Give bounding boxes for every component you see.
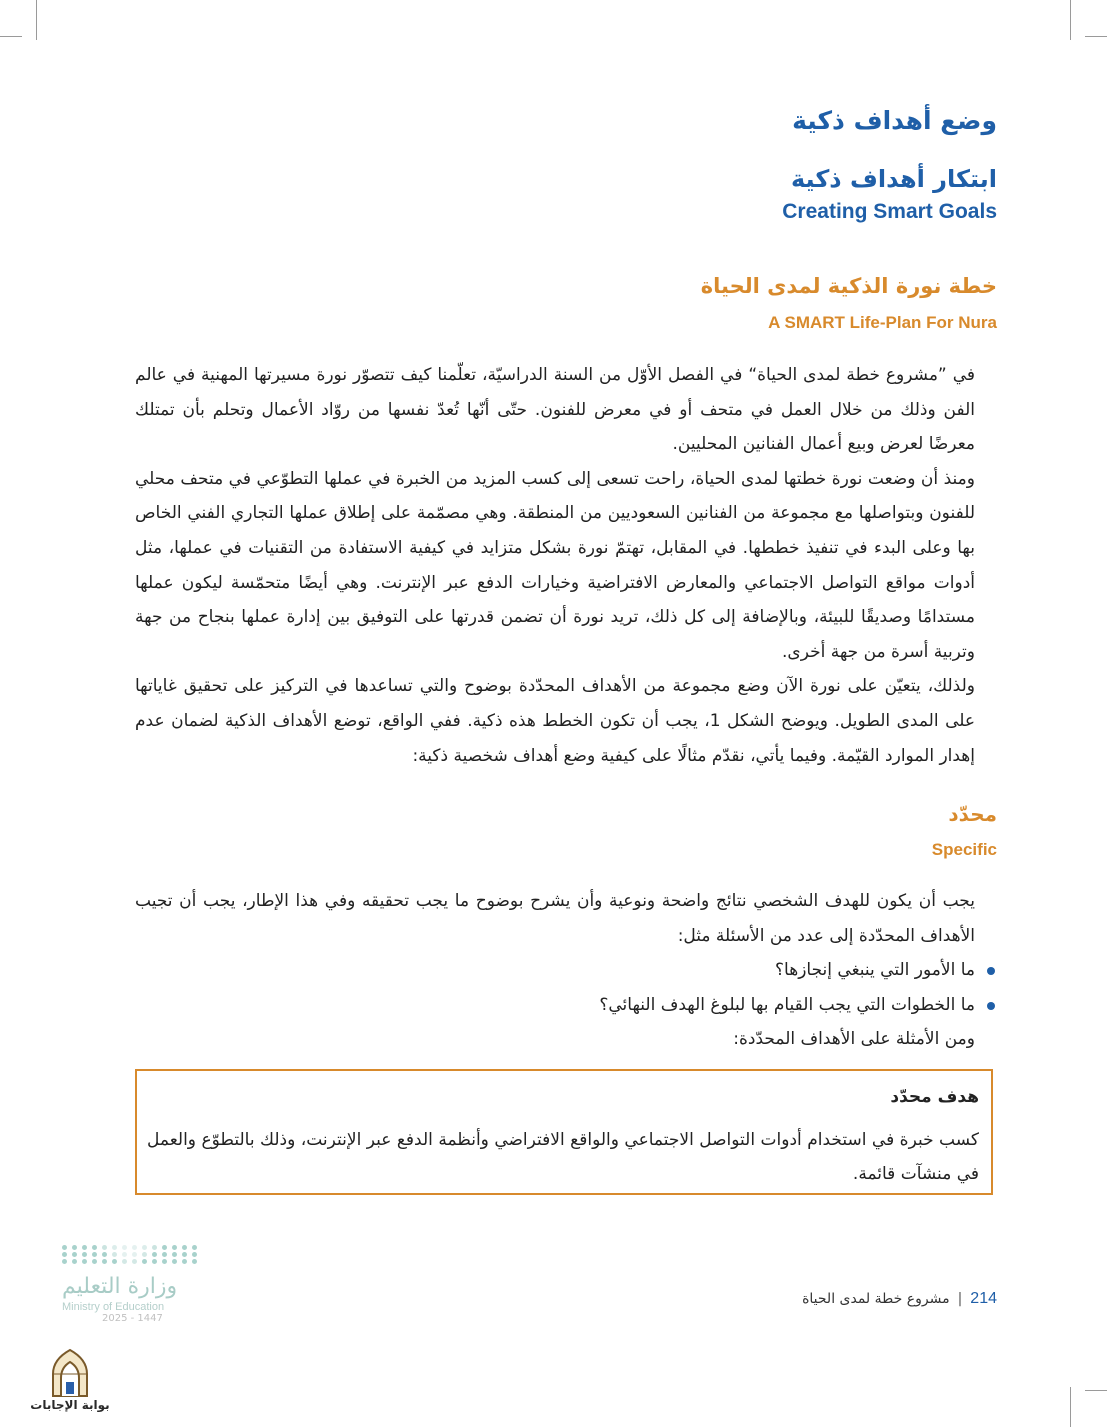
section-title-ar: ابتكار أهداف ذكية [791,165,997,193]
crop-mark [1070,0,1071,40]
example-box-title: هدف محدّد [890,1087,979,1107]
gate-icon [49,1348,91,1398]
crop-mark [1070,1387,1071,1427]
crop-mark [36,0,37,40]
crop-mark [1085,1390,1107,1391]
paragraph: ومن الأمثلة على الأهداف المحدّدة: [733,1029,975,1050]
question-list [135,953,997,1022]
page-title: وضع أهداف ذكية [792,106,997,135]
paragraph: ولذلك، يتعيّن على نورة الآن وضع مجموعة من الأهداف المحدّدة بوضوح والتي تساعدها في التركيز على تحقيق غاياتها على المدى الطويل. ويوضح الشكل 1، يجب أن تكون الخطط هذه ذكية. ففي الواقع، توضع الأهداف الذكية لضمان عدم إهدار الموارد القيّمة. وفيما يأتي، نقدّم مثالًا على كيفية وضع أهداف شخصية ذكية: [135,676,976,766]
case-title-ar: خطة نورة الذكية لمدى الحياة [700,274,997,298]
section-title-en: Creating Smart Goals [782,200,997,223]
specific-title-ar: محدّد [948,802,997,826]
crop-mark [0,36,22,37]
watermark-text: بوابة الإجابات [30,1398,110,1412]
page-footer [802,1290,997,1308]
bullet-icon [987,1002,995,1010]
paragraph: ومنذ أن وضعت نورة خطتها لمدى الحياة، راحت تسعى إلى كسب المزيد من الخبرة في عملها التطوّعي في متحف محلي للفنون وبتواصلها مع مجموعة من الفنانين السعوديين من المنطقة. وهي مصمّمة على إطلاق عملها التجاري الفني الخاص بها وعلى البدء في تنفيذ خططها. في المقابل، تهتمّ نورة بشكل متزايد في كيفية الاستفادة من التقنيات في عملها، مثل أدوات مواقع التواصل الاجتماعي والمعارض الافتراضية وخيارات الدفع عبر الإنترنت. وهي أيضًا متحمّسة ليكون عملها مستدامًا وصديقًا للبيئة، وبالإضافة إلى كل ذلك، تريد نورة أن تضمن قدرتها على التوفيق بين إدارة عملها بنجاح من جهة وتربية أسرة من جهة أخرى. [135,468,975,662]
example-box-text: كسب خبرة في استخدام أدوات التواصل الاجتماعي والواقع الافتراضي وأنظمة الدفع عبر الإنترنت، وذلك بالتطوّع والعمل في منشآت قائمة. [147,1130,979,1184]
list-item: ما الخطوات التي يجب القيام بها لبلوغ الهدف النهائي؟ [135,988,997,1023]
ministry-year: 2025 - 1447 [102,1313,163,1324]
bullet-icon [987,967,995,975]
case-title-en: A SMART Life-Plan For Nura [768,313,997,332]
footer-section: مشروع خطة لمدى الحياة [802,1291,950,1307]
specific-text [135,884,997,1057]
logo-dots-icon [62,1245,202,1264]
ministry-name-ar: وزارة التعليم [62,1274,178,1299]
intro-text [135,358,997,773]
paragraph: في ”مشروع خطة لمدى الحياة“ في الفصل الأوّل من السنة الدراسيّة، تعلّمنا كيف تتصوّر نورة مسيرتها المهنية في عالم الفن وذلك من خلال العمل في متحف أو في معرض للفنون. حتّى أنّها تُعدّ نفسها من روّاد الأعمال وتحلم بأن تمتلك معرضًا لعرض وبيع أعمال الفنانين المحليين. [135,365,975,455]
ministry-name-en: Ministry of Education [62,1301,165,1313]
footer-separator: | [957,1291,963,1307]
paragraph: يجب أن يكون للهدف الشخصي نتائج واضحة ونوعية وأن يشرح بوضوح ما يجب تحقيقه وفي هذا الإطار، يجب أن تجيب الأهداف المحدّدة إلى عدد من الأسئلة مثل: [135,891,975,946]
specific-title-en: Specific [931,840,997,859]
list-item: ما الأمور التي ينبغي إنجازها؟ [135,953,997,988]
crop-mark [1085,36,1107,37]
ministry-logo [62,1245,202,1324]
example-box [135,1069,993,1195]
page-number: 214 [970,1290,997,1307]
watermark-logo [30,1348,110,1412]
